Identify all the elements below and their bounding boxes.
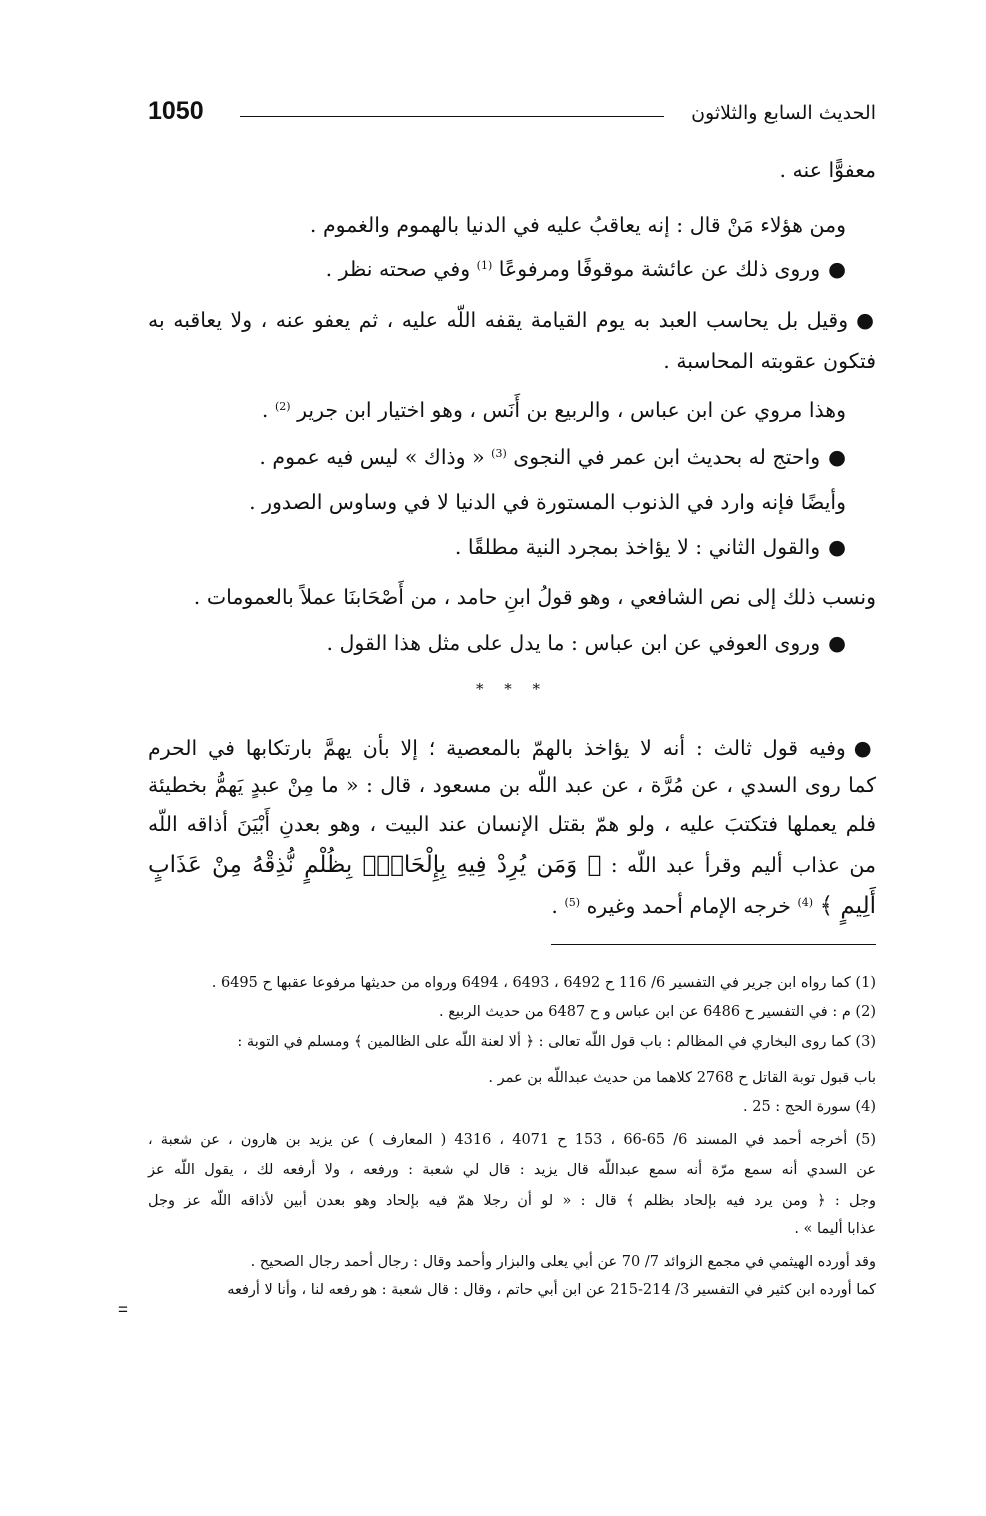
footnote: كما أورده ابن كثير في التفسير 3/ 214-215 عن ابن أبي حاتم ، وقال : قال شعبة : هو رفعه لنا ، وأنا لا أرفعه <box>227 1282 876 1298</box>
footnote-ref: (3) <box>491 447 507 460</box>
footnote: (1) كما رواه ابن جرير في التفسير 6/ 116 ح 6492 ، 6493 ، 6494 ورواه من حديثها مرفوعا عقبها ح 6495 . <box>211 975 876 991</box>
bullet-icon: ● <box>856 308 876 332</box>
footnote: (5) أخرجه أحمد في المسند 6/ 65-66 ، 153 ح 4071 ، 4316 ( المعارف ) عن يزيد بن هارون ، عن شعبة ، <box>148 1132 877 1148</box>
text-line: ونسب ذلك إلى نص الشافعي ، وهو قولُ ابنِ حامد ، من أَصْحَابنَا عملاً بالعمومات . <box>193 585 876 609</box>
book-page <box>118 0 877 1516</box>
section-separator: * * * <box>475 680 549 698</box>
text-line: ●واحتج له بحديث ابن عمر في النجوى $^{(3)}$ « وذاك » ليس فيه عموم . <box>259 445 846 469</box>
footnote: باب قبول توبة القاتل ح 2768 كلاهما من حديث عبداللّه بن عمر . <box>488 1070 876 1086</box>
text-line: وهذا مروي عن ابن عباس ، والربيع بن أَنَس ، وهو اختيار ابن جرير $^{(2)}$ . <box>261 398 846 422</box>
quran-verse: ﴿ وَمَن يُرِدْ فِيهِ بِإِلْحَادٍۭ بِظُلْمٍ نُّذِقْهُ مِنْ عَذَابٍ <box>148 852 602 878</box>
text-line: معفوًّا عنه . <box>779 158 876 182</box>
text-line: ومن هؤلاء مَنْ قال : إنه يعاقبُ عليه في الدنيا بالهموم والغموم . <box>309 213 846 237</box>
footnote: (4) سورة الحج : 25 . <box>743 1099 876 1115</box>
text-line: وأيضًا فإنه وارد في الذنوب المستورة في الدنيا لا في وساوس الصدور . <box>249 490 846 514</box>
footnote: وجل : ﴿ ومن يرد فيه بإلحاد بظلم ﴾ قال : « لو أن رجلا همّ فيه بإلحاد وهو بعدن أبين لأذاقه اللّه عز وجل <box>148 1193 876 1209</box>
footnote-rule <box>551 944 876 945</box>
footnote: (2) م : في التفسير ح 6486 عن ابن عباس و ح 6487 من حديث الربيع . <box>439 1004 876 1020</box>
page-header <box>148 97 876 133</box>
bullet-icon: ● <box>853 736 876 760</box>
footnote: (3) كما روى البخاري في المظالم : باب قول اللّه تعالى : ﴿ ألا لعنة اللّه على الظالمين ﴾ ومسلم في التوبة : <box>237 1034 876 1050</box>
footnote-ref: (1) <box>476 259 493 272</box>
running-title: الحديث السابع والثلاثون <box>691 102 876 124</box>
quran-verse-end: أَلِيمٍ ﴾ <box>819 893 876 919</box>
bullet-icon: ● <box>828 535 846 559</box>
text-line: ●وروى ذلك عن عائشة موقوفًا ومرفوعًا $^{(1)}$ وفي صحته نظر . <box>325 257 846 281</box>
footnote-ref: (5) <box>564 896 581 909</box>
page-number: 1050 <box>148 97 204 125</box>
footnote: عذابا أليما » . <box>794 1221 876 1237</box>
bullet-icon: ● <box>828 257 846 281</box>
bullet-icon: ● <box>828 631 846 655</box>
text-line: كما روى السدي ، عن مُرَّة ، عن عبد اللّه بن مسعود ، قال : « ما مِنْ عبدٍ يَهمُّ بخطيئة <box>148 773 876 797</box>
footnote: عن السدي أنه سمع مرّة أنه سمع عبداللّه قال يزيد : قال لي شعبة : ورفعه ، ولا أرفعه لك ، يقول اللّه عز <box>148 1162 876 1178</box>
text-line: من عذاب أليم وقرأ عبد اللّه : ﴿ وَمَن يُرِدْ فِيهِ بِإِلْحَادٍۭ بِظُلْمٍ نُّذِقْهُ مِنْ عَذَابٍ <box>148 852 876 878</box>
footnote-ref: (4) <box>797 896 814 909</box>
text-line: ●وفيه قول ثالث : أنه لا يؤاخذ بالهمّ بالمعصية ؛ إلا بأن يهمَّ بارتكابها في الحرم <box>148 736 876 760</box>
continuation-mark: = <box>118 1300 128 1319</box>
text-line: أَلِيمٍ ﴾ $^{(4)}$ خرجه الإمام أحمد وغيره $^{(5)}$ . <box>551 893 876 919</box>
header-rule <box>240 116 664 117</box>
footnote-ref: (2) <box>274 400 291 413</box>
text-line: ●وقيل بل يحاسب العبد به يوم القيامة يقفه اللّه عليه ، ثم يعفو عنه ، ولا يعاقبه به <box>148 308 876 332</box>
text-line: فلم يعملها فتكتبَ عليه ، ولو همّ بقتل الإنسان عند البيت ، وهو بعدنِ أَبْيَنَ أذاقه اللّه <box>148 812 876 836</box>
text-line: ●والقول الثاني : لا يؤاخذ بمجرد النية مطلقًا . <box>454 535 846 559</box>
text-line: فتكون عقوبته المحاسبة . <box>663 349 876 373</box>
footnote: وقد أورده الهيثمي في مجمع الزوائد 7/ 70 عن أبي يعلى والبزار وأحمد وقال : رجال أحمد رجال الصحيح . <box>250 1254 876 1270</box>
bullet-icon: ● <box>828 445 846 469</box>
text-line: ●وروى العوفي عن ابن عباس : ما يدل على مثل هذا القول . <box>326 631 846 655</box>
